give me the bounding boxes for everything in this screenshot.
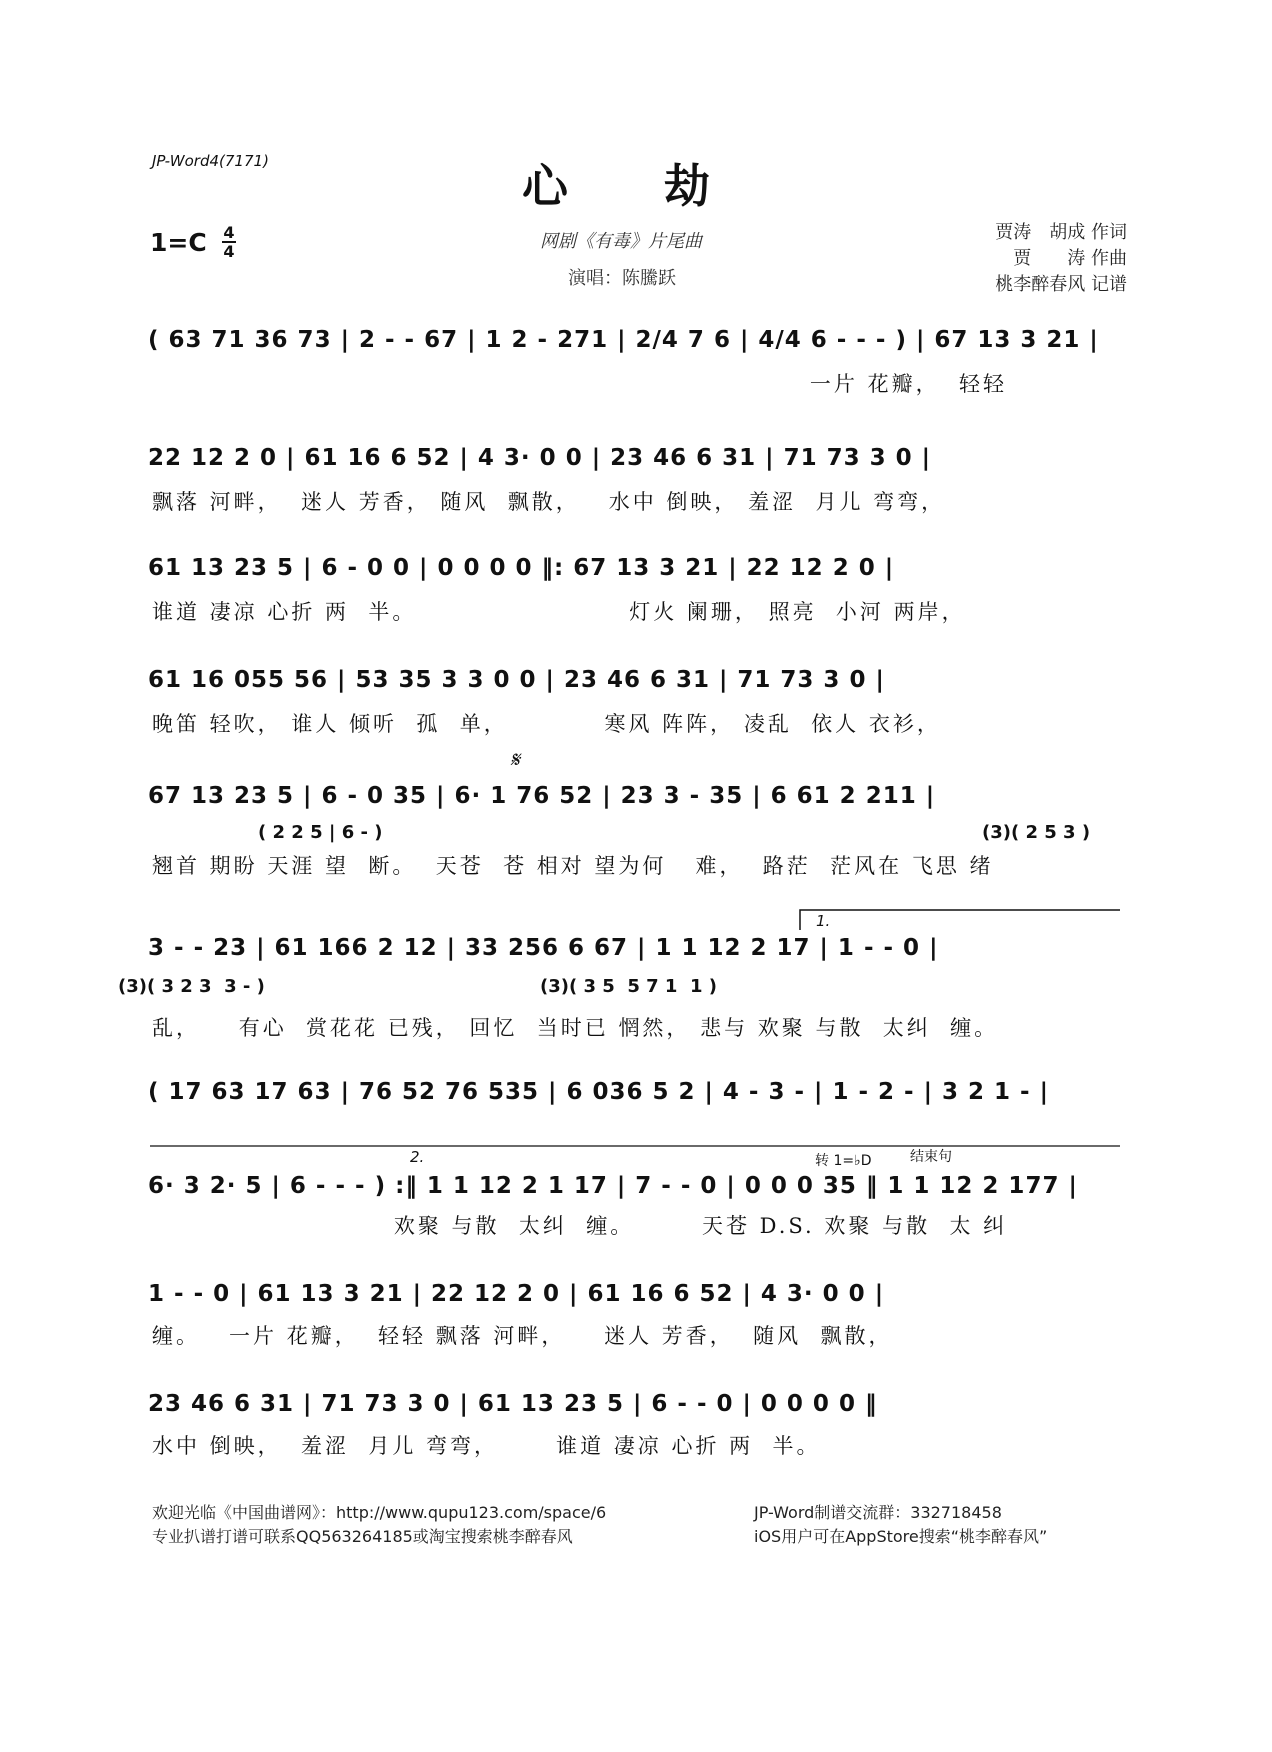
- footer-group: JP-Word制谱交流群：332718458: [754, 1503, 1002, 1522]
- notation-row-2: 22 12 2 0 | 61 16 6 52 | 4 3· 0 0 | 23 46 6 31 | 71 73 3 0 |: [148, 445, 932, 471]
- lyric-row-8: 欢聚 与散 太纠 缠。 天苍 D.S. 欢聚 与散 太 纠: [152, 1214, 1008, 1238]
- lyric-row-6: 乱， 有心 赏花花 已残， 回忆 当时已 惘然， 悲与 欢聚 与散 太纠 缠。: [152, 1016, 999, 1040]
- song-title: 心 劫: [521, 159, 750, 213]
- lyric-row-5: 翘首 期盼 天涯 望 断。 天苍 苍 相对 望为何 难， 路茫 茫风在 飞思 绪: [152, 854, 994, 878]
- subtitle: 网剧《有毒》片尾曲: [540, 231, 702, 252]
- lyric-row-9: 缠。 一片 花瓣， 轻轻 飘落 河畔， 迷人 芳香， 随风 飘散，: [152, 1324, 893, 1348]
- notation-row-10: 23 46 6 31 | 71 73 3 0 | 61 13 23 5 | 6 - - 0 | 0 0 0 0 ‖: [148, 1391, 878, 1417]
- key-signature: 1=C: [150, 228, 207, 257]
- notation-row-7: ( 17 63 17 63 | 76 52 76 535 | 6 036 5 2 | 4 - 3 - | 1 - 2 - | 3 2 1 - |: [148, 1079, 1049, 1105]
- lyric-row-1: 一片 花瓣， 轻轻: [152, 372, 1007, 396]
- software-label: JP-Word4(7171): [152, 152, 269, 170]
- sub-part-1: ( 2 2 5 | 6 - ): [258, 822, 383, 843]
- lyric-row-3: 谁道 凄凉 心折 两 半。 灯火 阑珊， 照亮 小河 两岸，: [152, 600, 966, 624]
- volta-2-label: 2.: [410, 1148, 425, 1166]
- sub-part-3: (3)( 3 2 3 3 - ): [118, 976, 265, 997]
- notation-row-5: 67 13 23 5 | 6 - 0 35 | 6· 1 76 52 | 23 3 - 35 | 6 61 2 211 |: [148, 783, 936, 809]
- sub-part-2: (3)( 2 5 3 ): [982, 822, 1091, 843]
- time-bottom: 4: [223, 242, 235, 261]
- key-change-mark: 转 1=♭D: [815, 1153, 872, 1169]
- credit-music: 贾 涛 作曲: [1013, 248, 1127, 269]
- lyric-row-2: 飘落 河畔， 迷人 芳香， 随风 飘散， 水中 倒映， 羞涩 月儿 弯弯，: [152, 490, 946, 514]
- ending-label: 结束句: [910, 1149, 952, 1165]
- volta-1-label: 1.: [816, 912, 831, 930]
- sub-part-4: (3)( 3 5 5 7 1 1 ): [540, 976, 717, 997]
- segno-sign: 𝄋: [510, 748, 520, 773]
- notation-row-1: ( 63 71 36 73 | 2 - - 67 | 1 2 - 271 | 2/4 7 6 | 4/4 6 - - - ) | 67 13 3 21 |: [148, 327, 1099, 353]
- singer: 演唱：陈騰跃: [568, 268, 676, 289]
- notation-row-9: 1 - - 0 | 61 13 3 21 | 22 12 2 0 | 61 16 6 52 | 4 3· 0 0 |: [148, 1281, 885, 1307]
- footer-contact: 专业扒谱打谱可联系QQ563264185或淘宝搜索桃李醉春风: [152, 1527, 573, 1546]
- notation-row-8: 6· 3 2· 5 | 6 - - - ) :‖ 1 1 12 2 1 17 | 7 - - 0 | 0 0 0 35 ‖ 1 1 12 2 177 |: [148, 1173, 1078, 1199]
- credit-transcriber: 桃李醉春风 记谱: [995, 274, 1127, 295]
- notation-row-6: 3 - - 23 | 61 166 2 12 | 33 256 6 67 | 1 1 12 2 17 | 1 - - 0 |: [148, 935, 939, 961]
- credit-lyrics: 贾涛 胡成 作词: [995, 222, 1127, 243]
- lyric-row-10: 水中 倒映， 羞涩 月儿 弯弯， 谁道 凄凉 心折 两 半。: [152, 1434, 821, 1458]
- volta-1-bracket: [800, 910, 1120, 930]
- notation-row-4: 61 16 055 56 | 53 35 3 3 0 0 | 23 46 6 31 | 71 73 3 0 |: [148, 667, 885, 693]
- footer-website: 欢迎光临《中国曲谱网》：http://www.qupu123.com/space/6: [152, 1503, 607, 1522]
- notation-row-3: 61 13 23 5 | 6 - 0 0 | 0 0 0 0 ‖: 67 13 3 21 | 22 12 2 0 |: [148, 555, 895, 581]
- lyric-row-4: 晚笛 轻吹， 谁人 倾听 孤 单， 寒风 阵阵， 凌乱 依人 衣衫，: [152, 712, 941, 736]
- footer-ios: iOS用户可在AppStore搜索“桃李醉春风”: [754, 1527, 1048, 1546]
- time-top: 4: [223, 223, 235, 242]
